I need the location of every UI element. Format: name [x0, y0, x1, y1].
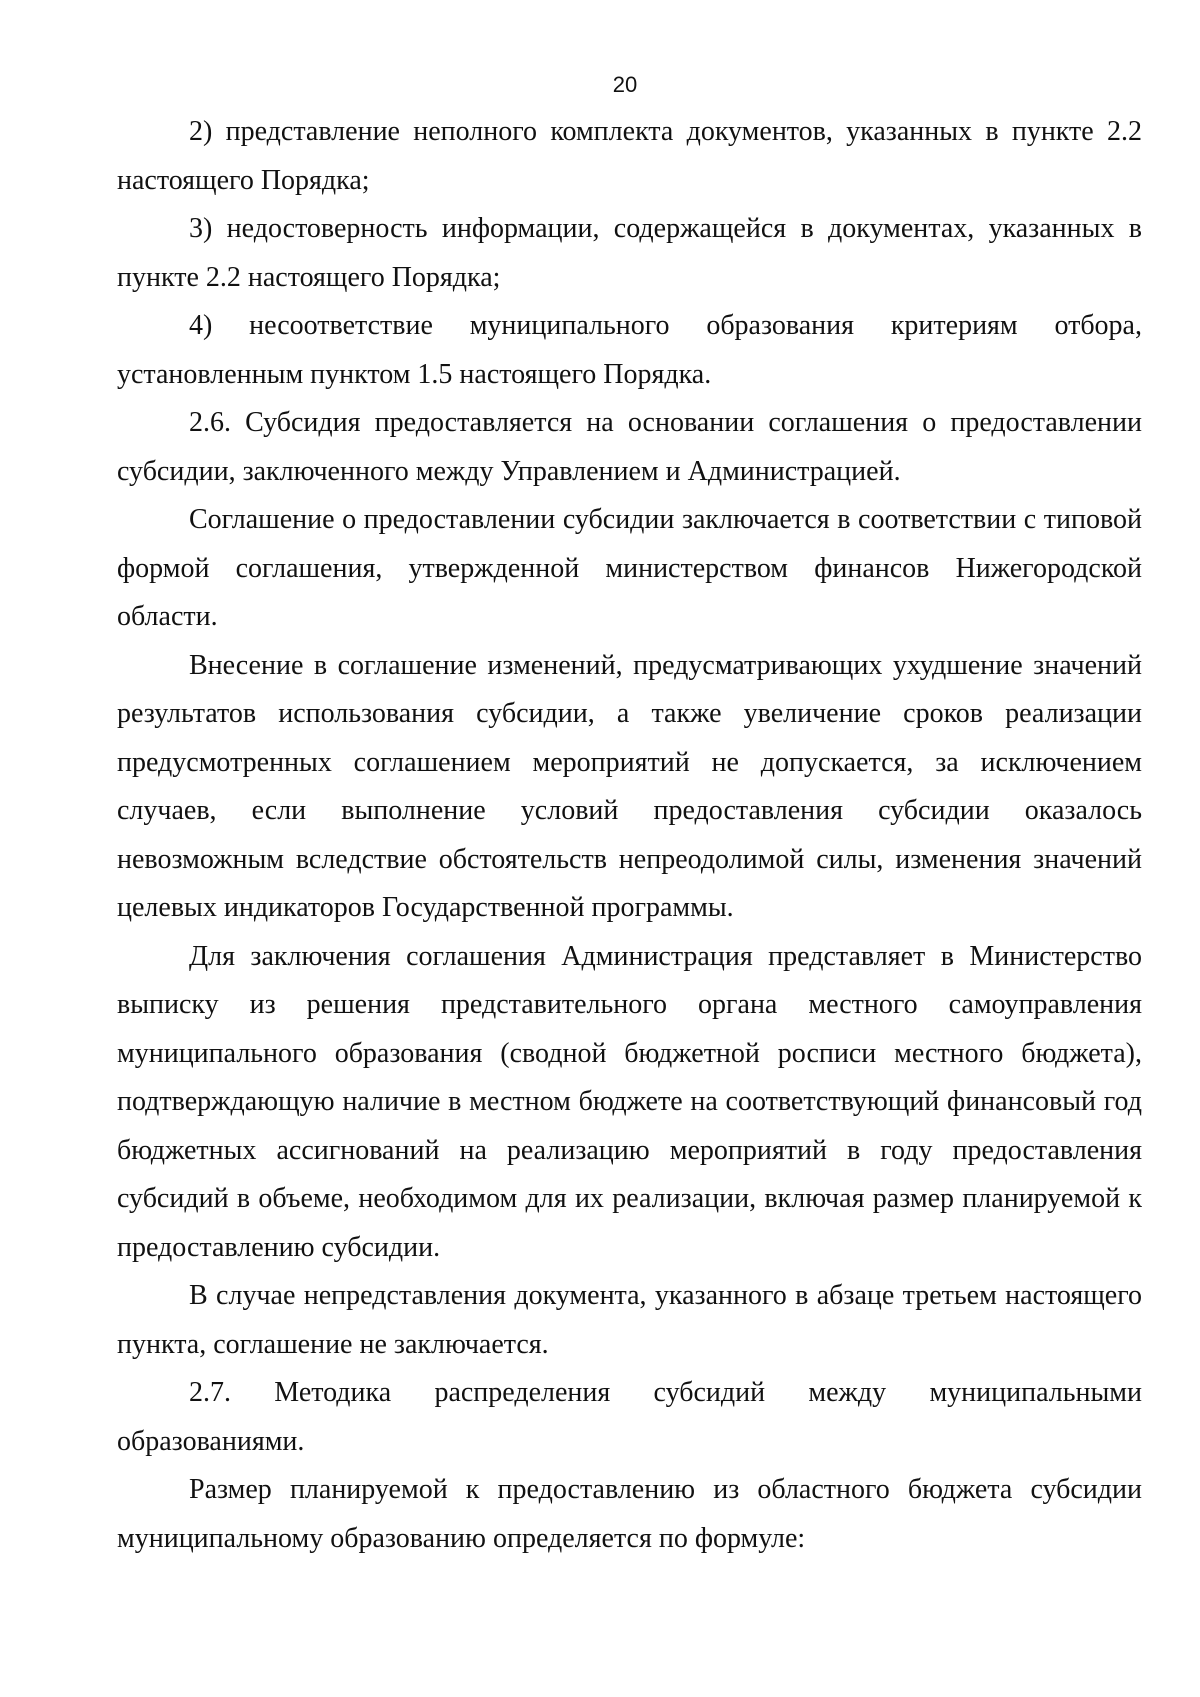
page-number: 20 — [612, 72, 638, 97]
paragraph-non-submission: В случае непредставления документа, указанного в абзаце третьем настоящего пункта, соглашение не заключается. — [117, 1280, 1142, 1360]
paragraph-clause-2-7: 2.7. Методика распределения субсидий между муниципальными образованиями. — [117, 1377, 1142, 1457]
paragraph-clause-2-6: 2.6. Субсидия предоставляется на основании соглашения о предоставлении субсидии, заключенного между Управлением и Администрацией. — [117, 407, 1142, 487]
paragraph-agreement-documents: Для заключения соглашения Администрация представляет в Министерство выписку из решения представительного органа местного самоуправления муниципального образования (сводной бюджетной росписи местного бюджета), подтверждающую наличие в местном бюджете на соответствующий финансовый год бюджетных ассигнований на реализацию мероприятий в году предоставления субсидий в объеме, необходимом для их реализации, включая размер планируемой к предоставлению субсидии. — [117, 940, 1142, 1263]
paragraph-agreement-form: Соглашение о предоставлении субсидии заключается в соответствии с типовой формой соглашения, утвержденной министерством финансов Нижегородской области. — [117, 504, 1142, 632]
document-body — [117, 108, 1142, 1563]
paragraph-item-3: 3) недостоверность информации, содержащейся в документах, указанных в пункте 2.2 настоящего Порядка; — [117, 213, 1142, 293]
paragraph-item-4: 4) несоответствие муниципального образования критериям отбора, установленным пунктом 1.5 настоящего Порядка. — [117, 310, 1142, 390]
paragraph-agreement-changes: Внесение в соглашение изменений, предусматривающих ухудшение значений результатов использования субсидии, а также увеличение сроков реализации предусмотренных соглашением мероприятий не допускается, за исключением случаев, если выполнение условий предоставления субсидии оказалось невозможным вследствие обстоятельств непреодолимой силы, изменения значений целевых индикаторов Государственной программы. — [117, 649, 1142, 923]
paragraph-item-2: 2) представление неполного комплекта документов, указанных в пункте 2.2 настоящего Порядка; — [117, 116, 1142, 196]
paragraph-formula-intro: Размер планируемой к предоставлению из областного бюджета субсидии муниципальному образованию определяется по формуле: — [117, 1474, 1142, 1554]
